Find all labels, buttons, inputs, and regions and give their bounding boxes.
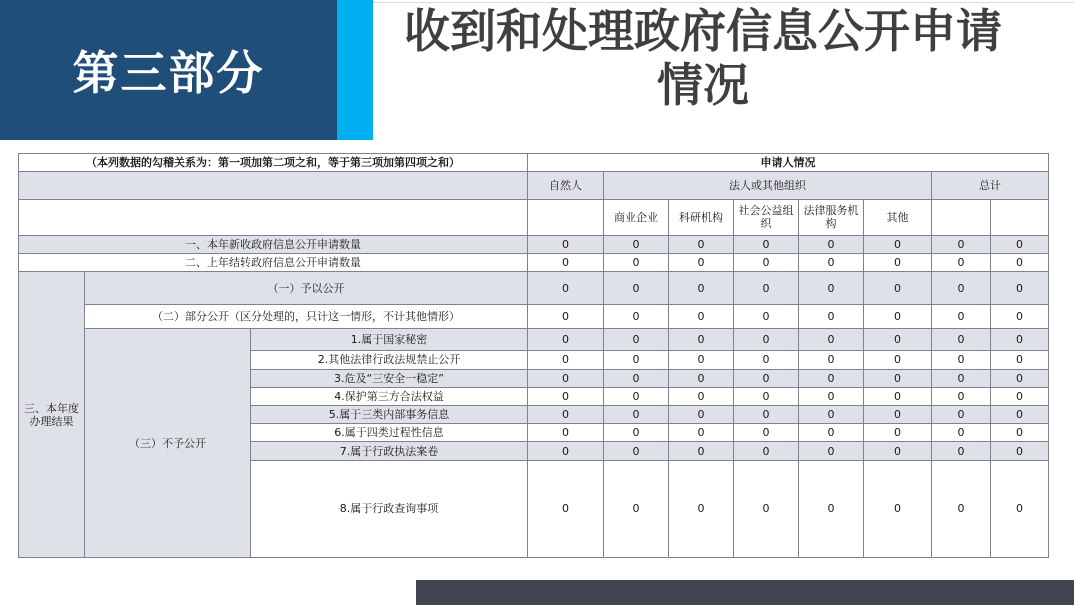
cell-value: 0 <box>864 387 932 405</box>
cell-value: 0 <box>799 460 864 557</box>
cell-value: 0 <box>528 272 604 304</box>
cell-value: 0 <box>991 304 1049 328</box>
cell-value: 0 <box>799 329 864 351</box>
cell-value: 0 <box>528 235 604 253</box>
cell-value: 0 <box>799 442 864 460</box>
cell-value: 0 <box>932 254 991 272</box>
subheader-blank <box>19 199 528 235</box>
cell-value: 0 <box>864 460 932 557</box>
cell-value: 0 <box>734 387 799 405</box>
cell-value: 0 <box>991 272 1049 304</box>
cell-value: 0 <box>799 254 864 272</box>
row-label: 二、上年结转政府信息公开申请数量 <box>19 254 528 272</box>
cell-value: 0 <box>604 460 669 557</box>
row-label: （二）部分公开（区分处理的，只计这一情形，不计其他情形） <box>85 304 528 328</box>
legal-entity-header: 法人或其他组织 <box>604 172 932 199</box>
cell-value: 0 <box>991 254 1049 272</box>
row-label: 一、本年新收政府信息公开申请数量 <box>19 235 528 253</box>
top-divider <box>373 2 1074 3</box>
cell-value: 0 <box>528 460 604 557</box>
total-header: 总计 <box>932 172 1049 199</box>
cell-value: 0 <box>932 442 991 460</box>
cell-value: 0 <box>799 387 864 405</box>
entity-sub-header: 社会公益组织 <box>734 199 799 235</box>
table-row <box>19 254 1049 272</box>
cell-value: 0 <box>734 460 799 557</box>
cell-value: 0 <box>799 272 864 304</box>
cell-value: 0 <box>604 369 669 387</box>
cell-value: 0 <box>604 272 669 304</box>
cell-value: 0 <box>528 442 604 460</box>
cell-value: 0 <box>932 406 991 424</box>
cell-value: 0 <box>932 387 991 405</box>
cell-value: 0 <box>932 424 991 442</box>
cell-value: 0 <box>604 329 669 351</box>
cell-value: 0 <box>669 460 734 557</box>
cell-value: 0 <box>932 460 991 557</box>
cell-value: 0 <box>669 329 734 351</box>
cell-value: 0 <box>734 254 799 272</box>
title-line-1: 收到和处理政府信息公开申请 <box>404 4 1002 58</box>
cell-value: 0 <box>734 406 799 424</box>
cell-value: 0 <box>604 254 669 272</box>
cell-value: 0 <box>604 351 669 369</box>
cell-value: 0 <box>669 387 734 405</box>
cell-value: 0 <box>669 304 734 328</box>
cell-value: 0 <box>864 329 932 351</box>
row-label: 1.属于国家秘密 <box>251 329 528 351</box>
cell-value: 0 <box>669 424 734 442</box>
withhold-label: （三）不予公开 <box>85 329 251 558</box>
cell-value: 0 <box>932 369 991 387</box>
cell-value: 0 <box>932 235 991 253</box>
cell-value: 0 <box>734 304 799 328</box>
cell-value: 0 <box>864 424 932 442</box>
banner-accent <box>337 0 373 140</box>
row-label: 4.保护第三方合法权益 <box>251 387 528 405</box>
entity-sub-header: 商业企业 <box>604 199 669 235</box>
cell-value: 0 <box>864 351 932 369</box>
cell-value: 0 <box>991 460 1049 557</box>
cell-value: 0 <box>799 424 864 442</box>
cell-value: 0 <box>528 406 604 424</box>
cell-value: 0 <box>669 369 734 387</box>
cell-value: 0 <box>864 272 932 304</box>
total-sub-blank <box>991 199 1049 235</box>
cell-value: 0 <box>991 424 1049 442</box>
cell-value: 0 <box>528 254 604 272</box>
page-title <box>373 4 1033 112</box>
cell-value: 0 <box>669 254 734 272</box>
report-table <box>18 153 1049 558</box>
cell-value: 0 <box>991 406 1049 424</box>
cell-value: 0 <box>528 424 604 442</box>
cell-value: 0 <box>864 406 932 424</box>
cell-value: 0 <box>991 442 1049 460</box>
entity-sub-header: 科研机构 <box>669 199 734 235</box>
section3-label: 三、本年度办理结果 <box>19 272 85 558</box>
row-label: 6.属于四类过程性信息 <box>251 424 528 442</box>
cell-value: 0 <box>734 329 799 351</box>
cell-value: 0 <box>932 272 991 304</box>
row-label: 7.属于行政执法案卷 <box>251 442 528 460</box>
section-banner <box>0 0 337 140</box>
part-label: 第三部分 <box>72 46 265 100</box>
cell-value: 0 <box>734 351 799 369</box>
cell-value: 0 <box>528 304 604 328</box>
cell-value: 0 <box>991 235 1049 253</box>
row-label: 3.危及“三安全一稳定” <box>251 369 528 387</box>
table-row <box>19 329 1049 351</box>
total-sub-blank <box>932 199 991 235</box>
table-note: （本列数据的勾稽关系为：第一项加第二项之和，等于第三项加第四项之和） <box>19 154 528 172</box>
cell-value: 0 <box>864 442 932 460</box>
footer-bar <box>416 580 1074 605</box>
cell-value: 0 <box>799 369 864 387</box>
row-label: 2.其他法律行政法规禁止公开 <box>251 351 528 369</box>
cell-value: 0 <box>604 235 669 253</box>
cell-value: 0 <box>734 235 799 253</box>
cell-value: 0 <box>932 304 991 328</box>
row-label: 5.属于三类内部事务信息 <box>251 406 528 424</box>
cell-value: 0 <box>799 351 864 369</box>
cell-value: 0 <box>734 272 799 304</box>
cell-value: 0 <box>991 351 1049 369</box>
cell-value: 0 <box>528 351 604 369</box>
cell-value: 0 <box>864 369 932 387</box>
cell-value: 0 <box>528 387 604 405</box>
cell-value: 0 <box>864 235 932 253</box>
cell-value: 0 <box>604 304 669 328</box>
entity-sub-header: 法律服务机构 <box>799 199 864 235</box>
cell-value: 0 <box>669 406 734 424</box>
table-row <box>19 235 1049 253</box>
cell-value: 0 <box>604 424 669 442</box>
cell-value: 0 <box>669 351 734 369</box>
cell-value: 0 <box>799 235 864 253</box>
cell-value: 0 <box>734 442 799 460</box>
cell-value: 0 <box>864 304 932 328</box>
cell-value: 0 <box>991 369 1049 387</box>
cell-value: 0 <box>991 329 1049 351</box>
header-blank <box>19 172 528 199</box>
table-row <box>19 304 1049 328</box>
cell-value: 0 <box>864 254 932 272</box>
cell-value: 0 <box>604 442 669 460</box>
cell-value: 0 <box>604 387 669 405</box>
applicant-header: 申请人情况 <box>528 154 1049 172</box>
cell-value: 0 <box>734 424 799 442</box>
cell-value: 0 <box>528 369 604 387</box>
cell-value: 0 <box>604 406 669 424</box>
cell-value: 0 <box>669 272 734 304</box>
cell-value: 0 <box>799 406 864 424</box>
cell-value: 0 <box>669 235 734 253</box>
entity-sub-header: 其他 <box>864 199 932 235</box>
title-line-2: 情况 <box>657 58 749 112</box>
cell-value: 0 <box>528 329 604 351</box>
cell-value: 0 <box>669 442 734 460</box>
row-label: （一）予以公开 <box>85 272 528 304</box>
cell-value: 0 <box>932 351 991 369</box>
row-label: 8.属于行政查询事项 <box>251 460 528 557</box>
subheader-natural-blank <box>528 199 604 235</box>
table-row <box>19 272 1049 304</box>
natural-person-header: 自然人 <box>528 172 604 199</box>
cell-value: 0 <box>932 329 991 351</box>
cell-value: 0 <box>991 387 1049 405</box>
cell-value: 0 <box>734 369 799 387</box>
cell-value: 0 <box>799 304 864 328</box>
